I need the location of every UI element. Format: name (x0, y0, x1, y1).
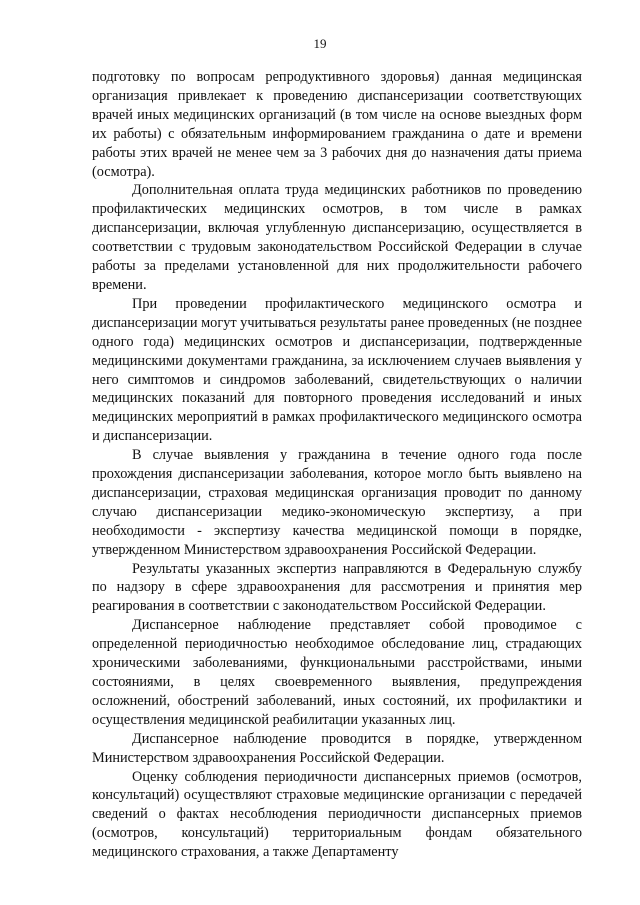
paragraph-periodicity-assessment: Оценку соблюдения периодичности диспансерных приемов (осмотров, консультаций) осуществляют страховые медицинские организации с передачей сведений о фактах несоблюдения периодичности диспансерных приемов (осмотров, консультаций) территориальным фондам обязательного медицинского страхования, а также Департаменту (92, 768, 582, 861)
paragraph-expertise: В случае выявления у гражданина в течение одного года после прохождения диспансеризации заболевания, которое могло быть выявлено на диспансеризации, страховая медицинская организация проводит по данному случаю диспансеризации медико-экономическую экспертизу, а при необходимости - экспертизу качества медицинской помощи в порядке, утвержденном Министерством здравоохранения Российской Федерации. (92, 447, 582, 558)
paragraph-continuation: подготовку по вопросам репродуктивного здоровья) данная медицинская организация привлекает к проведению диспансеризации соответствующих врачей иных медицинских организаций (в том числе на основе выездных форм их работы) с обязательным информированием гражданина о дате и времени работы этих врачей не менее чем за 3 рабочих дня до назначения даты приема (осмотра). (92, 69, 582, 180)
paragraph-previous-results: При проведении профилактического медицинского осмотра и диспансеризации могут учитываться результаты ранее проведенных (не позднее одного года) медицинских осмотров и диспансеризации, подтвержденные медицинскими документами гражданина, за исключением случаев выявления у него симптомов и синдромов заболеваний, свидетельствующих о наличии медицинских показаний для повторного проведения исследований и иных медицинских мероприятий в рамках профилактического медицинского осмотра и диспансеризации. (92, 295, 582, 445)
paragraph-dispensary-definition: Диспансерное наблюдение представляет собой проводимое с определенной периодичностью необходимое обследование лиц, страдающих хроническими заболеваниями, функциональными расстройствами, иными состояниями, в целях своевременного выявления, предупреждения осложнений, обострений заболеваний, иных состояний, их профилактики и осуществления медицинской реабилитации указанных лиц. (92, 617, 582, 728)
page-number: 19 (313, 36, 327, 51)
paragraph-additional-payment: Дополнительная оплата труда медицинских работников по проведению профилактических медицинских осмотров, в том числе в рамках диспансеризации, включая углубленную диспансеризацию, осуществляется в соответствии с трудовым законодательством Российской Федерации в случае работы за пределами установленной для них продолжительности рабочего времени. (92, 182, 582, 293)
paragraph-expertise-results: Результаты указанных экспертиз направляются в Федеральную службу по надзору в сфере здравоохранения для рассмотрения и принятия мер реагирования в соответствии с законодательством Российской Федерации. (92, 560, 582, 615)
document-body (92, 68, 582, 862)
paragraph-dispensary-order: Диспансерное наблюдение проводится в порядке, утвержденном Министерством здравоохранения Российской Федерации. (92, 730, 582, 766)
